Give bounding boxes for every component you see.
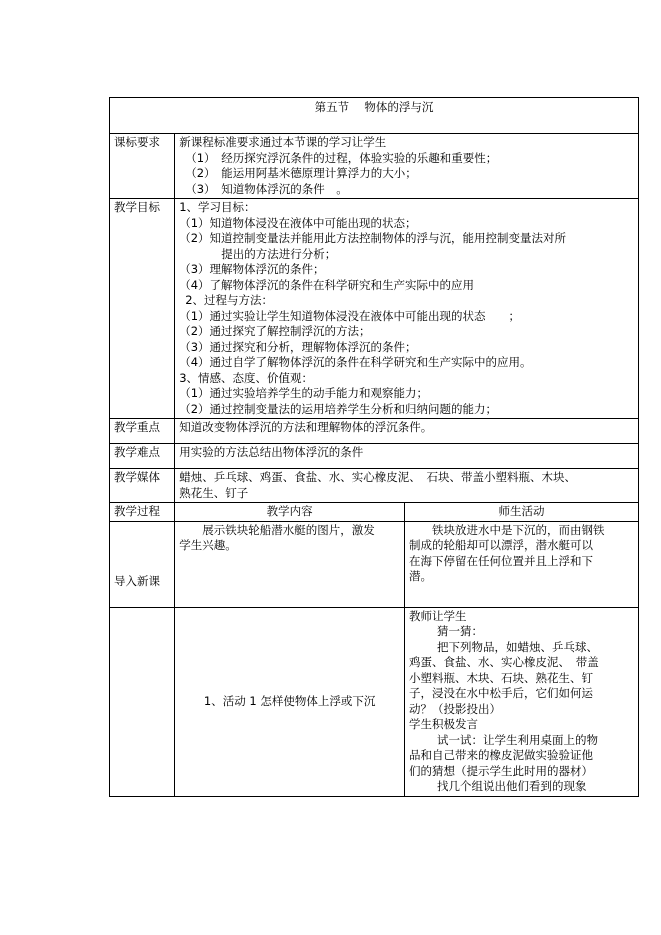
lesson-plan-table bbox=[109, 97, 639, 797]
objective-line: 3、情感、态度、价值观： bbox=[179, 370, 314, 385]
process-header-row bbox=[110, 503, 639, 522]
intro-activity-line: 铁块放进水中是下沉的，而由钢铁 bbox=[432, 522, 605, 537]
intro-activity-line: 潜。 bbox=[409, 569, 433, 583]
activity1-line: 子，浸没在水中松手后，它们如何运 bbox=[409, 686, 594, 700]
objective-line: （3）通过探究和分析，理解物体浮沉的条件； bbox=[179, 339, 417, 354]
standards-line: （1） 经历探究浮沉条件的过程，体验实验的乐趣和重要性； bbox=[185, 150, 498, 165]
media-row bbox=[110, 469, 639, 503]
standards-line: （2） 能运用阿基米德原理计算浮力的大小； bbox=[185, 166, 417, 180]
activity1-line: 们的猜想（提示学生此时用的器材） bbox=[409, 763, 594, 778]
key-point-label: 教学重点 bbox=[114, 420, 160, 434]
objective-line: （1）通过实验培养学生的动手能力和观察能力； bbox=[179, 386, 429, 400]
title-row bbox=[110, 99, 639, 134]
activity1-line: 鸡蛋、食盐、水、实心橡皮泥、 带盖 bbox=[409, 655, 599, 669]
activity1-line: 试一试：让学生利用桌面上的物 bbox=[437, 732, 599, 747]
objective-line: （2）知道控制变量法并能用此方法控制物体的浮与沉，能用控制变量法对所 bbox=[179, 231, 567, 245]
intro-label: 导入新课 bbox=[114, 573, 160, 588]
standards-label: 课标要求 bbox=[114, 135, 160, 149]
activity1-line: 小塑料瓶、木块、石块、熟花生、钉 bbox=[409, 670, 594, 685]
objective-line: （1）知道物体浸没在液体中可能出现的状态； bbox=[179, 215, 417, 230]
objectives-row bbox=[110, 199, 639, 419]
activity1-row bbox=[110, 607, 639, 796]
intro-row bbox=[110, 521, 639, 607]
process-label: 教学过程 bbox=[114, 504, 160, 518]
key-point-text: 知道改变物体浮沉的方法和理解物体的浮沉条件。 bbox=[179, 420, 433, 434]
content-column-header: 教学内容 bbox=[266, 504, 313, 518]
objective-line: （2）通过控制变量法的运用培养学生分析和归纳问题的能力； bbox=[179, 401, 498, 416]
difficulty-label: 教学难点 bbox=[114, 445, 160, 459]
media-label: 教学媒体 bbox=[114, 470, 160, 484]
activity1-line: 找几个组说出他们看到的现象 bbox=[437, 779, 587, 793]
difficulty-text: 用实验的方法总结出物体浮沉的条件 bbox=[179, 445, 364, 459]
activity1-line: 学生积极发言 bbox=[409, 717, 479, 731]
activity1-line: 猜一猜： bbox=[437, 624, 484, 638]
objectives-label: 教学目标 bbox=[114, 200, 160, 214]
objective-line: （4）通过自学了解物体浮沉的条件在科学研究和生产实际中的应用。 bbox=[179, 355, 532, 369]
standards-line: （3） 知道物体浮沉的条件 。 bbox=[185, 181, 348, 196]
intro-activity-line: 制成的轮船却可以漂浮，潜水艇可以 bbox=[409, 538, 594, 552]
difficulty-row bbox=[110, 444, 639, 469]
intro-activity-line: 在海下停留在任何位置并且上浮和下 bbox=[409, 553, 594, 568]
standards-line: 新课程标准要求通过本节课的学习让学生 bbox=[179, 135, 387, 149]
lesson-title: 第五节 物体的浮与沉 bbox=[314, 99, 434, 114]
objective-line: 1、学习目标： bbox=[179, 200, 256, 214]
objective-line: （3）理解物体浮沉的条件； bbox=[179, 262, 325, 276]
objective-line: （1）通过实验让学生知道物体浸没在液体中可能出现的状态 ； bbox=[179, 308, 521, 323]
key-point-row bbox=[110, 419, 639, 444]
activity1-content: 1、活动 1 怎样使物体上浮或下沉 bbox=[203, 693, 376, 708]
activity1-line: 品和自己带来的橡皮泥做实验验证他 bbox=[409, 748, 594, 762]
standards-row bbox=[110, 134, 639, 199]
objective-line: （2）通过探究了解控制浮沉的方法； bbox=[179, 324, 371, 338]
intro-content-line: 展示铁块轮船潜水艇的图片，激发 bbox=[202, 522, 375, 537]
activity1-line: 动？（投影投出） bbox=[409, 701, 502, 716]
media-line: 熟花生、钉子 bbox=[179, 485, 249, 500]
activity1-line: 把下列物品，如蜡烛、乒乓球、 bbox=[437, 639, 599, 654]
media-line: 蜡烛、乒乓球、鸡蛋、食盐、水、实心橡皮泥、 石块、带盖小塑料瓶、木块、 bbox=[179, 470, 576, 484]
activity-column-header: 师生活动 bbox=[498, 504, 545, 518]
objective-line: （4）了解物体浮沉的条件在科学研究和生产实际中的应用 bbox=[179, 277, 475, 292]
objective-line: 提出的方法进行分析； bbox=[221, 246, 337, 261]
intro-content-line: 学生兴趣。 bbox=[179, 538, 237, 552]
objective-line: 2、过程与方法： bbox=[185, 293, 274, 307]
activity1-line: 教师让学生 bbox=[409, 608, 467, 623]
